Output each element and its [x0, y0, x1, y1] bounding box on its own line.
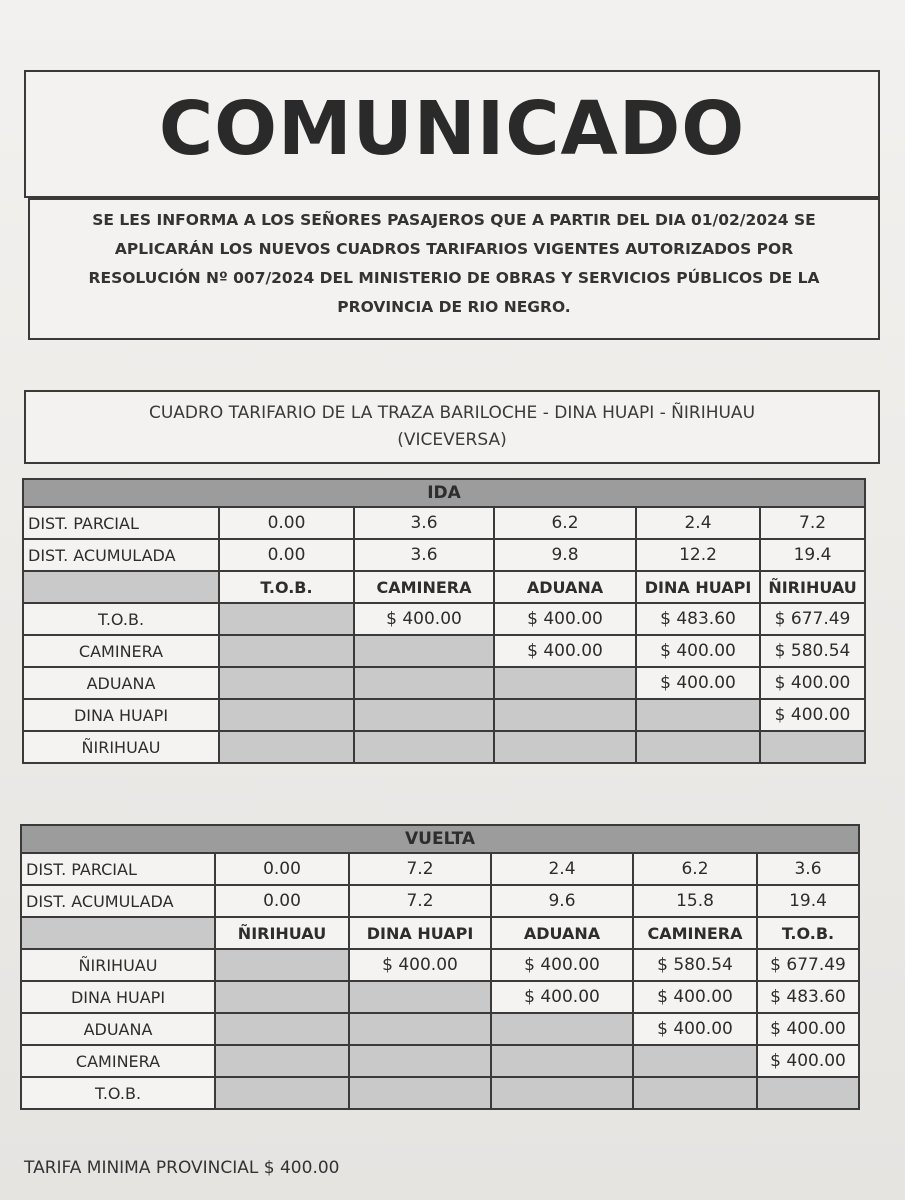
- table-cell: $ 400.00: [491, 949, 633, 981]
- table-cell: [215, 1045, 349, 1077]
- row-label: T.O.B.: [21, 1077, 215, 1109]
- notice-line: RESOLUCIÓN Nº 007/2024 DEL MINISTERIO DE OBRAS Y SERVICIOS PÚBLICOS DE LA: [88, 269, 820, 287]
- table-cell: [219, 635, 354, 667]
- table-cell: 7.2: [349, 853, 491, 885]
- table-cell: 3.6: [354, 507, 494, 539]
- table-row: [23, 731, 865, 763]
- table-cell: [219, 699, 354, 731]
- table-row: [21, 949, 859, 981]
- column-header: ÑIRIHUAU: [215, 917, 349, 949]
- table-cell: [494, 731, 636, 763]
- route-title: [26, 400, 878, 454]
- table-cell: $ 580.54: [633, 949, 757, 981]
- table-cell: [494, 667, 636, 699]
- table-row: [23, 571, 865, 603]
- table-cell: 3.6: [354, 539, 494, 571]
- table-cell: [354, 667, 494, 699]
- table-cell: [633, 1077, 757, 1109]
- column-header: ADUANA: [494, 571, 636, 603]
- minimum-fare-note: TARIFA MINIMA PROVINCIAL $ 400.00: [24, 1158, 340, 1178]
- column-header: CAMINERA: [633, 917, 757, 949]
- table-row: [21, 917, 859, 949]
- table-cell: 0.00: [219, 507, 354, 539]
- table-cell: [349, 1077, 491, 1109]
- table-cell: [491, 1077, 633, 1109]
- table-row: [23, 635, 865, 667]
- table-cell: [23, 571, 219, 603]
- column-header: DINA HUAPI: [636, 571, 760, 603]
- table-cell: [219, 603, 354, 635]
- table-cell: [215, 981, 349, 1013]
- column-header: CAMINERA: [354, 571, 494, 603]
- table-cell: 15.8: [633, 885, 757, 917]
- table-cell: $ 400.00: [633, 981, 757, 1013]
- table-cell: $ 400.00: [494, 603, 636, 635]
- notice-line: PROVINCIA DE RIO NEGRO.: [337, 298, 571, 316]
- table-cell: $ 677.49: [757, 949, 859, 981]
- table-cell: [349, 1045, 491, 1077]
- notice-box: [28, 198, 880, 340]
- table-cell: [354, 731, 494, 763]
- row-label: ÑIRIHUAU: [21, 949, 215, 981]
- row-label: DINA HUAPI: [21, 981, 215, 1013]
- table-row: [23, 539, 865, 571]
- table-cell: 2.4: [636, 507, 760, 539]
- table-cell: [636, 731, 760, 763]
- table-cell: [760, 731, 865, 763]
- table-cell: 0.00: [215, 853, 349, 885]
- table-cell: [491, 1045, 633, 1077]
- table-cell: [636, 699, 760, 731]
- row-label: T.O.B.: [23, 603, 219, 635]
- table-cell: [215, 1077, 349, 1109]
- table-cell: [219, 731, 354, 763]
- table-row: [21, 885, 859, 917]
- table-cell: 6.2: [494, 507, 636, 539]
- table-cell: 12.2: [636, 539, 760, 571]
- table-header: VUELTA: [21, 825, 859, 853]
- notice-text: [44, 206, 864, 322]
- table-cell: $ 400.00: [757, 1045, 859, 1077]
- row-label: DIST. PARCIAL: [23, 507, 219, 539]
- column-header: DINA HUAPI: [349, 917, 491, 949]
- table-cell: [757, 1077, 859, 1109]
- table-cell: [215, 949, 349, 981]
- table-row: [23, 507, 865, 539]
- row-label: ADUANA: [21, 1013, 215, 1045]
- table-cell: 7.2: [760, 507, 865, 539]
- route-title-line: (VICEVERSA): [397, 430, 507, 450]
- table-cell: 0.00: [219, 539, 354, 571]
- table-cell: $ 400.00: [636, 667, 760, 699]
- table-row: [23, 667, 865, 699]
- table-cell: [219, 667, 354, 699]
- row-label: ADUANA: [23, 667, 219, 699]
- table-cell: [494, 699, 636, 731]
- table-cell: [354, 635, 494, 667]
- table-cell: [349, 981, 491, 1013]
- table-row: [21, 1013, 859, 1045]
- table-cell: 3.6: [757, 853, 859, 885]
- row-label: CAMINERA: [21, 1045, 215, 1077]
- row-label: ÑIRIHUAU: [23, 731, 219, 763]
- notice-line: SE LES INFORMA A LOS SEÑORES PASAJEROS QUE A PARTIR DEL DIA 01/02/2024 SE: [92, 211, 816, 229]
- table-cell: 7.2: [349, 885, 491, 917]
- column-header: ADUANA: [491, 917, 633, 949]
- table-cell: [354, 699, 494, 731]
- title-box: [24, 70, 880, 198]
- table-cell: $ 400.00: [354, 603, 494, 635]
- table-cell: $ 400.00: [760, 667, 865, 699]
- fare-table-vuelta: [20, 824, 860, 1110]
- row-label: DINA HUAPI: [23, 699, 219, 731]
- table-cell: 19.4: [757, 885, 859, 917]
- table-cell: $ 400.00: [757, 1013, 859, 1045]
- row-label: CAMINERA: [23, 635, 219, 667]
- table-cell: $ 400.00: [636, 635, 760, 667]
- table-cell: [491, 1013, 633, 1045]
- table-cell: $ 483.60: [636, 603, 760, 635]
- table-cell: $ 400.00: [760, 699, 865, 731]
- table-row: [23, 699, 865, 731]
- table-header: IDA: [23, 479, 865, 507]
- table-row: [21, 1045, 859, 1077]
- table-row: [23, 603, 865, 635]
- table-cell: [21, 917, 215, 949]
- table-cell: 9.6: [491, 885, 633, 917]
- route-title-line: CUADRO TARIFARIO DE LA TRAZA BARILOCHE - DINA HUAPI - ÑIRIHUAU: [148, 403, 756, 423]
- table-cell: $ 483.60: [757, 981, 859, 1013]
- page-title: COMUNICADO: [158, 86, 746, 172]
- fare-table-ida: [22, 478, 866, 764]
- row-label: DIST. PARCIAL: [21, 853, 215, 885]
- column-header: T.O.B.: [219, 571, 354, 603]
- table-cell: $ 400.00: [491, 981, 633, 1013]
- table-cell: $ 400.00: [349, 949, 491, 981]
- route-title-box: [24, 390, 880, 464]
- table-row: [21, 981, 859, 1013]
- table-row: [21, 853, 859, 885]
- table-cell: $ 400.00: [494, 635, 636, 667]
- table-cell: 9.8: [494, 539, 636, 571]
- table-cell: $ 400.00: [633, 1013, 757, 1045]
- table-cell: 0.00: [215, 885, 349, 917]
- table-cell: $ 580.54: [760, 635, 865, 667]
- table-row: [21, 1077, 859, 1109]
- column-header: ÑIRIHUAU: [760, 571, 865, 603]
- table-cell: 2.4: [491, 853, 633, 885]
- notice-line: APLICARÁN LOS NUEVOS CUADROS TARIFARIOS VIGENTES AUTORIZADOS POR: [114, 240, 794, 258]
- column-header: T.O.B.: [757, 917, 859, 949]
- table-cell: 19.4: [760, 539, 865, 571]
- table-cell: [633, 1045, 757, 1077]
- table-cell: [349, 1013, 491, 1045]
- table-cell: 6.2: [633, 853, 757, 885]
- table-cell: $ 677.49: [760, 603, 865, 635]
- row-label: DIST. ACUMULADA: [23, 539, 219, 571]
- table-cell: [215, 1013, 349, 1045]
- row-label: DIST. ACUMULADA: [21, 885, 215, 917]
